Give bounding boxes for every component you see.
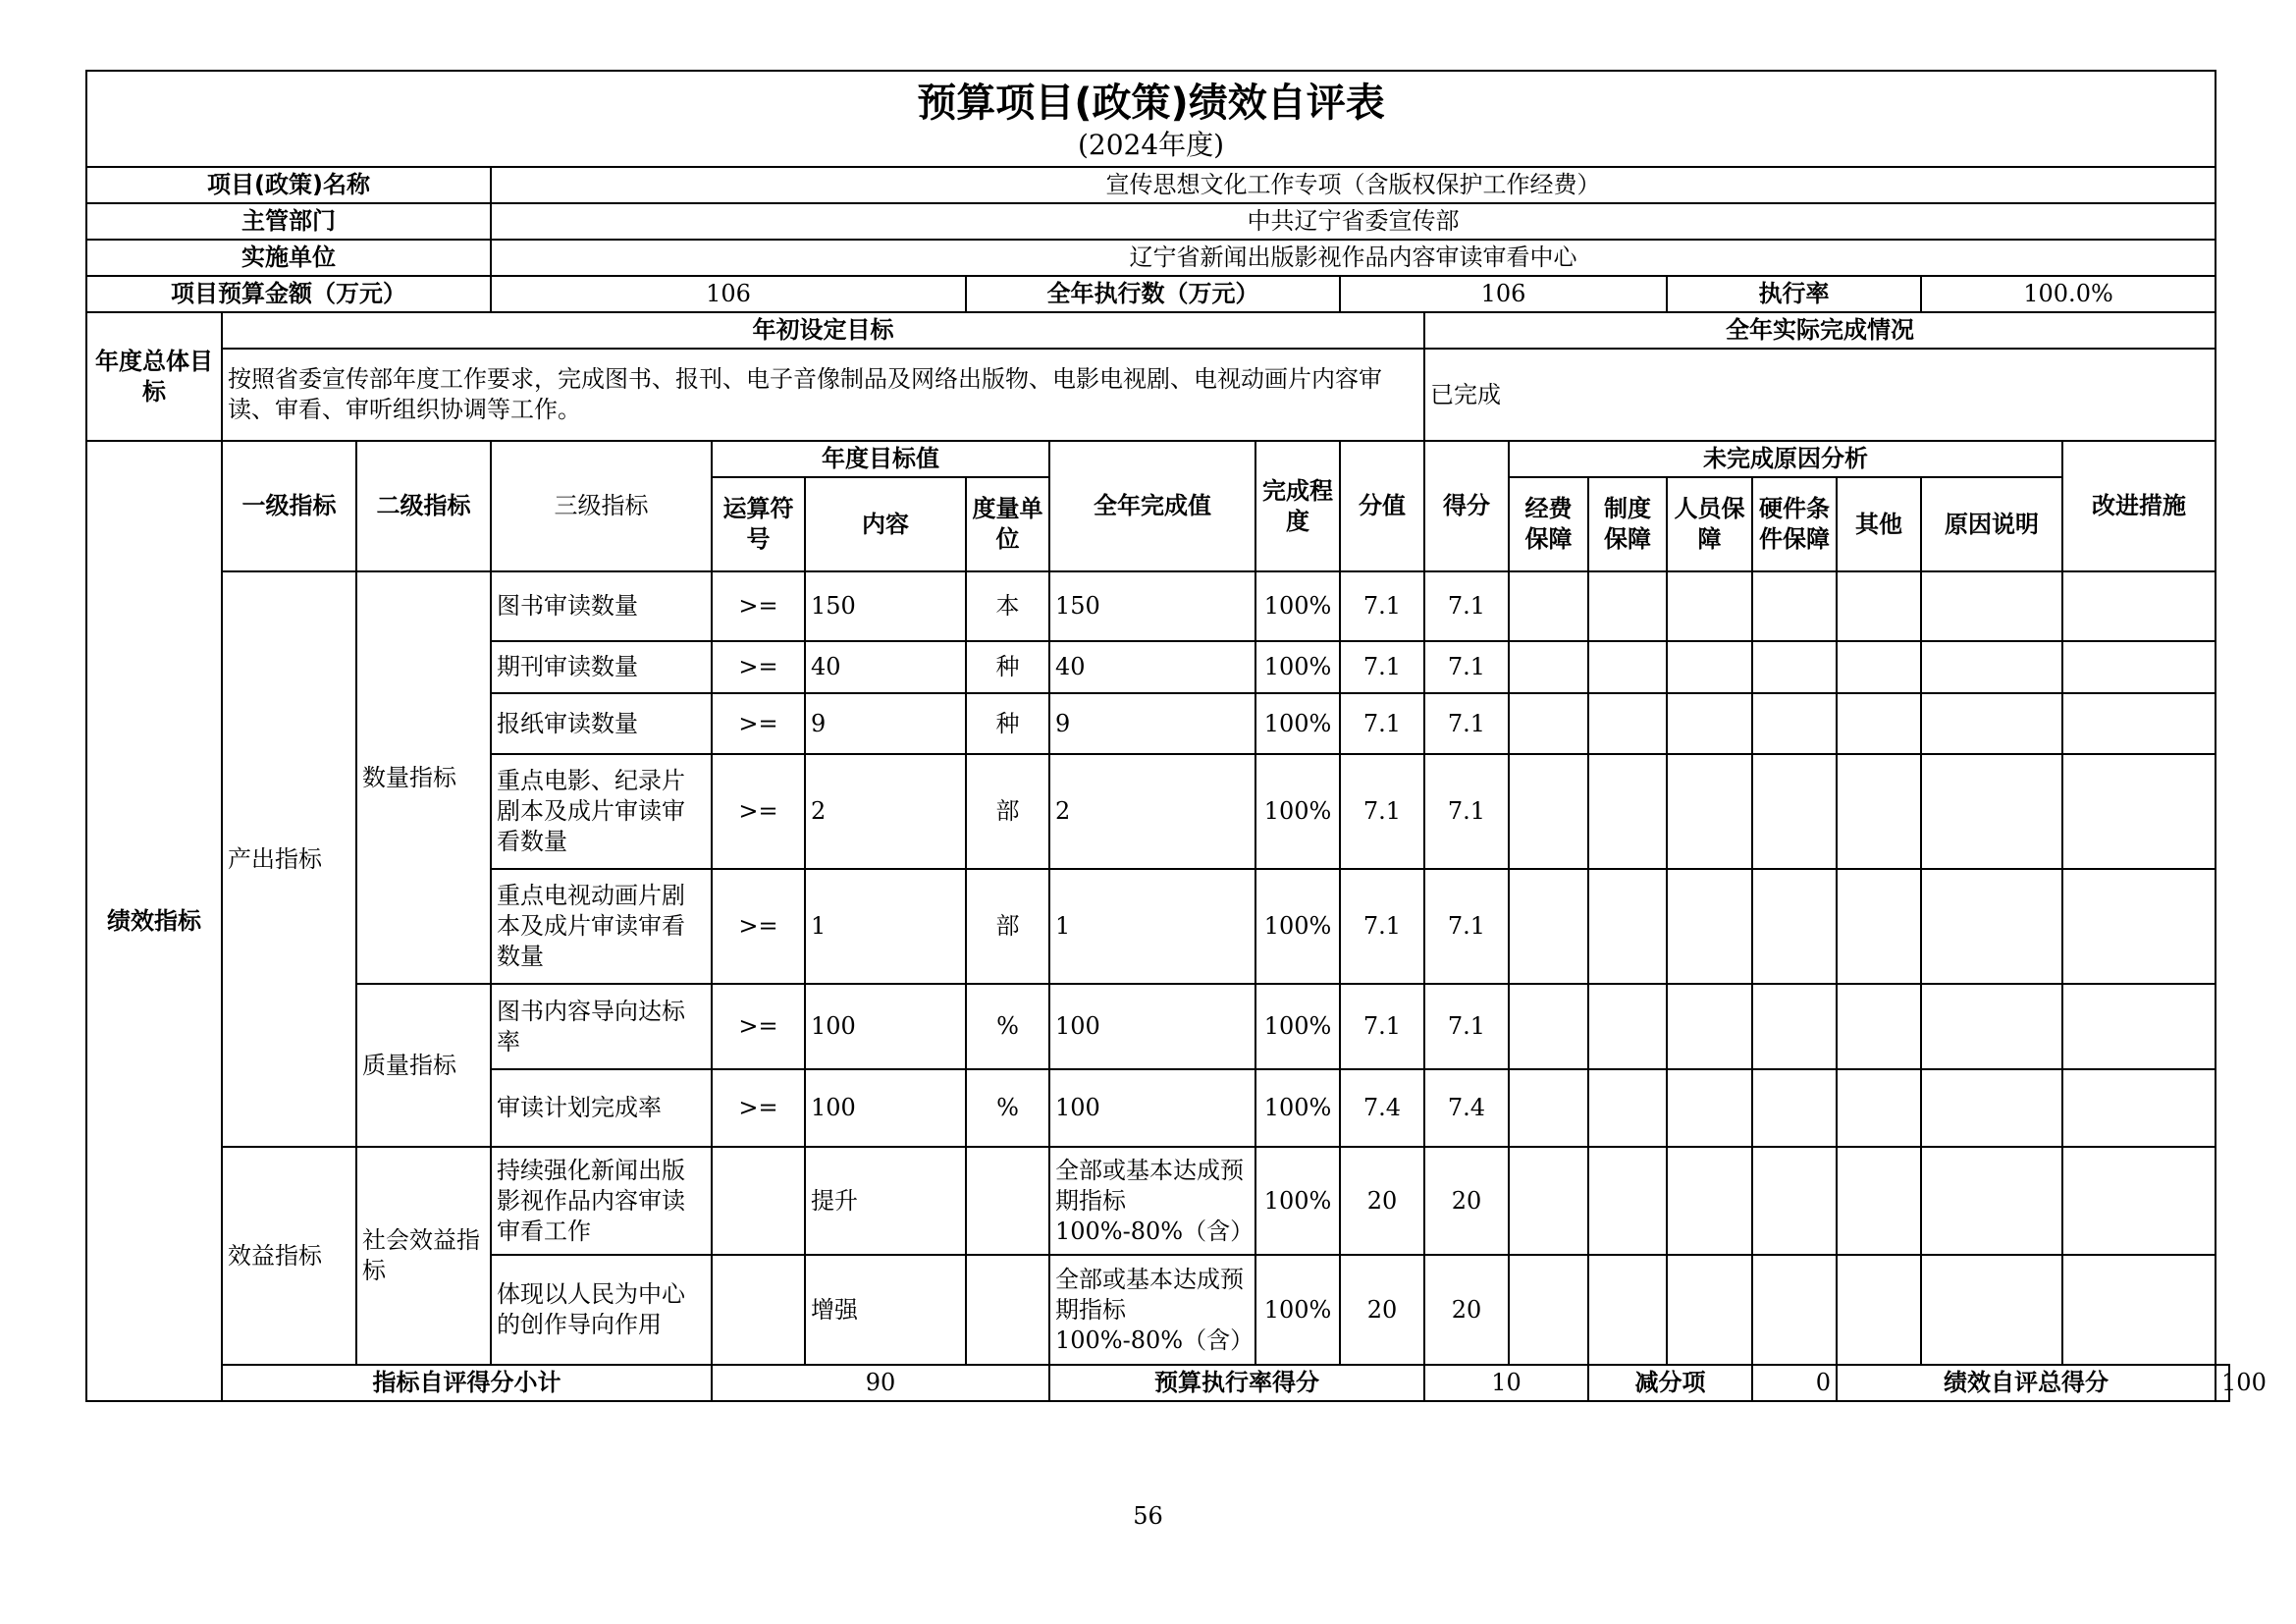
indicator-content: 9 <box>805 693 966 754</box>
header-system: 制度保障 <box>1588 477 1667 571</box>
indicator-operator <box>712 1255 805 1365</box>
indicator-name: 持续强化新闻出版影视作品内容审读审看工作 <box>491 1147 712 1255</box>
indicator-content: 40 <box>805 641 966 693</box>
header-actual: 全年完成值 <box>1049 441 1255 571</box>
indicator-name: 图书审读数量 <box>491 571 712 641</box>
indicator-operator: >= <box>712 693 805 754</box>
header-content: 内容 <box>805 477 966 571</box>
indicator-degree: 100% <box>1255 1147 1340 1255</box>
indicator-operator: >= <box>712 869 805 984</box>
title-cell <box>86 71 2216 167</box>
header-level2: 二级指标 <box>356 441 491 571</box>
indicator-actual: 100 <box>1049 984 1255 1069</box>
table-row <box>86 984 2229 1069</box>
budget-label: 项目预算金额（万元） <box>86 276 491 312</box>
header-degree: 完成程度 <box>1255 441 1340 571</box>
total-value: 100 <box>2216 1365 2229 1401</box>
subtotal-label: 指标自评得分小计 <box>222 1365 712 1401</box>
header-funding: 经费保障 <box>1509 477 1588 571</box>
indicator-actual: 150 <box>1049 571 1255 641</box>
rate-value: 100.0% <box>1921 276 2216 312</box>
actual-header: 全年实际完成情况 <box>1424 312 2216 349</box>
indicator-unit: % <box>966 984 1049 1069</box>
indicator-actual: 9 <box>1049 693 1255 754</box>
group-quantity: 数量指标 <box>356 571 491 984</box>
indicator-operator <box>712 1147 805 1255</box>
indicator-content: 提升 <box>805 1147 966 1255</box>
header-score: 得分 <box>1424 441 1509 571</box>
indicator-value: 7.1 <box>1340 984 1424 1069</box>
indicator-score: 7.1 <box>1424 754 1509 869</box>
indicator-unit: 部 <box>966 869 1049 984</box>
indicator-name: 重点电视动画片剧本及成片审读审看数量 <box>491 869 712 984</box>
indicator-score: 20 <box>1424 1255 1509 1365</box>
indicator-operator: >= <box>712 641 805 693</box>
table-row <box>86 571 2229 641</box>
indicator-content: 2 <box>805 754 966 869</box>
indicator-value: 7.1 <box>1340 571 1424 641</box>
annual-goal-label: 年度总体目标 <box>86 312 222 441</box>
indicator-actual: 2 <box>1049 754 1255 869</box>
subtotal-value: 90 <box>712 1365 1049 1401</box>
perf-label: 绩效指标 <box>86 441 222 1401</box>
indicator-name: 期刊审读数量 <box>491 641 712 693</box>
group-benefit: 效益指标 <box>222 1147 356 1365</box>
indicator-operator: >= <box>712 754 805 869</box>
unit-label: 实施单位 <box>86 240 491 276</box>
indicator-name: 体现以人民为中心的创作导向作用 <box>491 1255 712 1365</box>
project-name-label: 项目(政策)名称 <box>86 167 491 203</box>
form-title: 预算项目(政策)绩效自评表 <box>917 81 1385 126</box>
unit-value: 辽宁省新闻出版影视作品内容审读审看中心 <box>491 240 2216 276</box>
indicator-value: 20 <box>1340 1255 1424 1365</box>
indicator-degree: 100% <box>1255 571 1340 641</box>
indicator-score: 7.1 <box>1424 571 1509 641</box>
indicator-score: 7.4 <box>1424 1069 1509 1147</box>
indicator-value: 7.1 <box>1340 869 1424 984</box>
budget-value: 106 <box>491 276 966 312</box>
indicator-name: 图书内容导向达标率 <box>491 984 712 1069</box>
indicator-degree: 100% <box>1255 693 1340 754</box>
header-staff: 人员保障 <box>1667 477 1752 571</box>
dept-label: 主管部门 <box>86 203 491 240</box>
header-improve: 改进措施 <box>2062 441 2216 571</box>
indicator-unit: 本 <box>966 571 1049 641</box>
indicator-unit <box>966 1255 1049 1365</box>
indicator-value: 20 <box>1340 1147 1424 1255</box>
target-text: 按照省委宣传部年度工作要求，完成图书、报刊、电子音像制品及网络出版物、电影电视剧、电视动画片内容审读、审看、审听组织协调等工作。 <box>222 349 1424 441</box>
indicator-score: 7.1 <box>1424 693 1509 754</box>
header-other: 其他 <box>1837 477 1921 571</box>
group-quality: 质量指标 <box>356 984 491 1147</box>
indicator-actual: 40 <box>1049 641 1255 693</box>
indicator-unit <box>966 1147 1049 1255</box>
indicator-degree: 100% <box>1255 869 1340 984</box>
indicator-degree: 100% <box>1255 754 1340 869</box>
indicator-name: 报纸审读数量 <box>491 693 712 754</box>
project-name-value: 宣传思想文化工作专项（含版权保护工作经费） <box>491 167 2216 203</box>
indicator-unit: 种 <box>966 641 1049 693</box>
target-header: 年初设定目标 <box>222 312 1424 349</box>
indicator-score: 7.1 <box>1424 984 1509 1069</box>
indicator-content: 150 <box>805 571 966 641</box>
page-number: 56 <box>1133 1502 1163 1530</box>
indicator-content: 增强 <box>805 1255 966 1365</box>
indicator-degree: 100% <box>1255 984 1340 1069</box>
indicator-value: 7.1 <box>1340 693 1424 754</box>
indicator-value: 7.4 <box>1340 1069 1424 1147</box>
header-target-group: 年度目标值 <box>712 441 1049 477</box>
indicator-degree: 100% <box>1255 641 1340 693</box>
table-row <box>86 1147 2229 1255</box>
indicator-operator: >= <box>712 571 805 641</box>
header-score-value: 分值 <box>1340 441 1424 571</box>
group-output: 产出指标 <box>222 571 356 1147</box>
header-reason-group: 未完成原因分析 <box>1509 441 2062 477</box>
indicator-operator: >= <box>712 984 805 1069</box>
indicator-score: 20 <box>1424 1147 1509 1255</box>
evaluation-form <box>85 70 2267 1402</box>
indicator-actual: 全部或基本达成预期指标100%-80%（含） <box>1049 1147 1255 1255</box>
indicator-degree: 100% <box>1255 1255 1340 1365</box>
indicator-value: 7.1 <box>1340 754 1424 869</box>
executed-value: 106 <box>1340 276 1667 312</box>
budget-score-value: 10 <box>1424 1365 1588 1401</box>
indicator-unit: % <box>966 1069 1049 1147</box>
rate-label: 执行率 <box>1667 276 1921 312</box>
actual-text: 已完成 <box>1424 349 2216 441</box>
form-subtitle: (2024年度) <box>1077 129 1225 161</box>
indicator-actual: 100 <box>1049 1069 1255 1147</box>
indicator-name: 审读计划完成率 <box>491 1069 712 1147</box>
indicator-degree: 100% <box>1255 1069 1340 1147</box>
indicator-actual: 1 <box>1049 869 1255 984</box>
evaluation-table <box>85 70 2267 1402</box>
executed-label: 全年执行数（万元） <box>966 276 1340 312</box>
header-reason: 原因说明 <box>1921 477 2062 571</box>
header-hardware: 硬件条件保障 <box>1752 477 1837 571</box>
indicator-score: 7.1 <box>1424 869 1509 984</box>
indicator-content: 100 <box>805 1069 966 1147</box>
indicator-name: 重点电影、纪录片剧本及成片审读审看数量 <box>491 754 712 869</box>
dept-value: 中共辽宁省委宣传部 <box>491 203 2216 240</box>
header-operator: 运算符号 <box>712 477 805 571</box>
header-level1: 一级指标 <box>222 441 356 571</box>
group-social: 社会效益指标 <box>356 1147 491 1365</box>
header-level3: 三级指标 <box>491 441 712 571</box>
indicator-content: 100 <box>805 984 966 1069</box>
indicator-operator: >= <box>712 1069 805 1147</box>
indicator-unit: 种 <box>966 693 1049 754</box>
indicator-value: 7.1 <box>1340 641 1424 693</box>
budget-score-label: 预算执行率得分 <box>1049 1365 1424 1401</box>
deduct-label: 减分项 <box>1588 1365 1752 1401</box>
total-label: 绩效自评总得分 <box>1837 1365 2216 1401</box>
indicator-unit: 部 <box>966 754 1049 869</box>
indicator-content: 1 <box>805 869 966 984</box>
indicator-score: 7.1 <box>1424 641 1509 693</box>
header-unit: 度量单位 <box>966 477 1049 571</box>
deduct-value: 0 <box>1752 1365 1837 1401</box>
indicator-actual: 全部或基本达成预期指标100%-80%（含） <box>1049 1255 1255 1365</box>
